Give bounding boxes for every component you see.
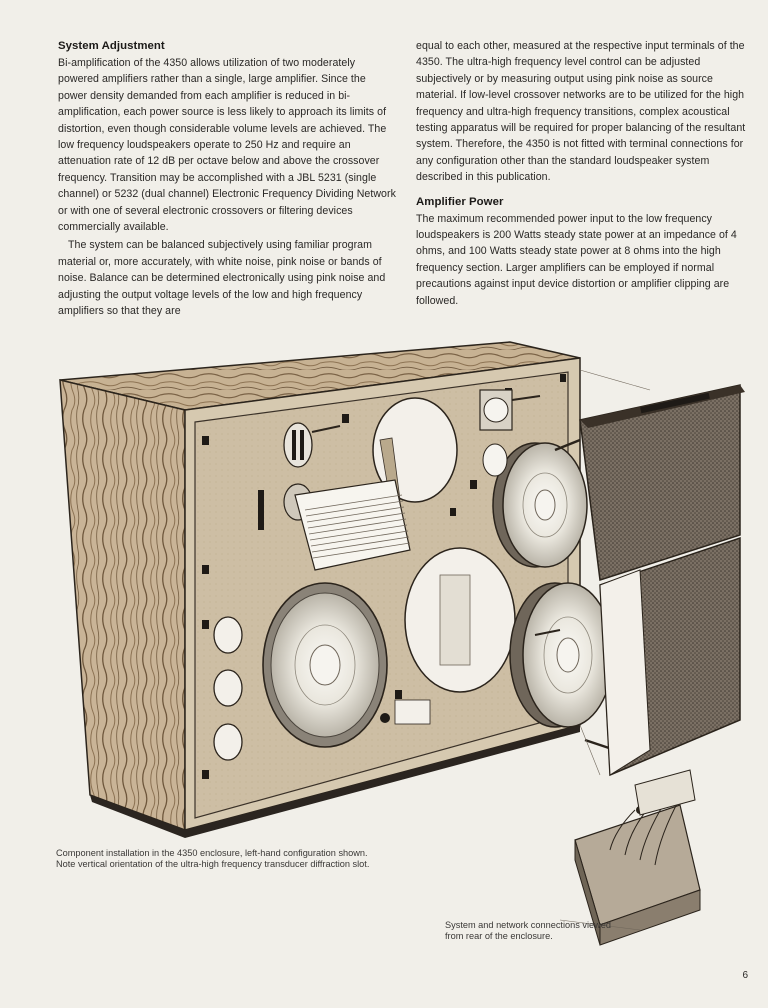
left-column [58,38,396,320]
paragraph-bi-amplification: Bi-amplification of the 4350 allows utilization of two moderately powered amplifiers rather than a single, large amplifier. Since the power density demanded from each amplifier is reduced in bi-amplification, each power source is less likely to approach its limits of distortion, even though considerable volume levels are achieved. The low frequency loudspeakers operate to 250 Hz and require an attenuation rate of 12 dB per octave below and above the crossover frequency. Transition may be accomplished with a JBL 5231 (single channel) or 5232 (dual channel) Electronic Frequency Dividing Network or with one of several electronic crossovers or filtering devices commercially available. [58,57,396,234]
right-column [416,38,746,309]
rear-connection-panel [560,770,700,945]
paragraph-amplifier-power: The maximum recommended power input to the low frequency loudspeakers is 200 Watts steady state power at an impedance of 4 ohms, and 100 Watts steady state power at 8 ohms into the high frequency section. Larger amplifiers can be employed if normal precautions against input device distortion or amplifier clipping are followed. [416,212,737,307]
caption-main: Component installation in the 4350 enclosure, left-hand configuration shown. Note vertical orientation of the ultra-high frequency transducer diffraction slot. [56,848,370,869]
section-heading-amplifier-power: Amplifier Power [416,195,504,208]
caption-rear-connections: System and network connections viewed from rear of the enclosure. [445,920,611,941]
level-control-plates [214,617,242,760]
paragraph-level-control: equal to each other, measured at the respective input terminals of the 4350. The ultra-high frequency level control can be adjusted subjectively or by measuring output using pink noise as source material. If low-level crossover networks are to be utilized for the high frequency and ultra-high frequency transitions, complex acoustical testing apparatus will be required for proper balancing of the resultant system. Therefore, the 4350 is not fitted with terminal connections for any configuration other than the standard loudspeaker system described in this publication. [416,40,746,184]
cabinet-side [60,380,185,830]
paragraph-balancing: The system can be balanced subjectively using familiar program material or, more accurately, with white noise, pink noise or bands of noise. Balance can be determined electronically using pink noise and adjusting the output voltage levels of the low and high frequency amplifiers so that they are [58,239,386,318]
speaker-enclosure-illustration [40,330,768,980]
section-heading-system-adjustment: System Adjustment [58,40,165,52]
page-number: 6 [742,970,748,981]
woofer-left [263,583,387,747]
nameplate [395,700,430,724]
